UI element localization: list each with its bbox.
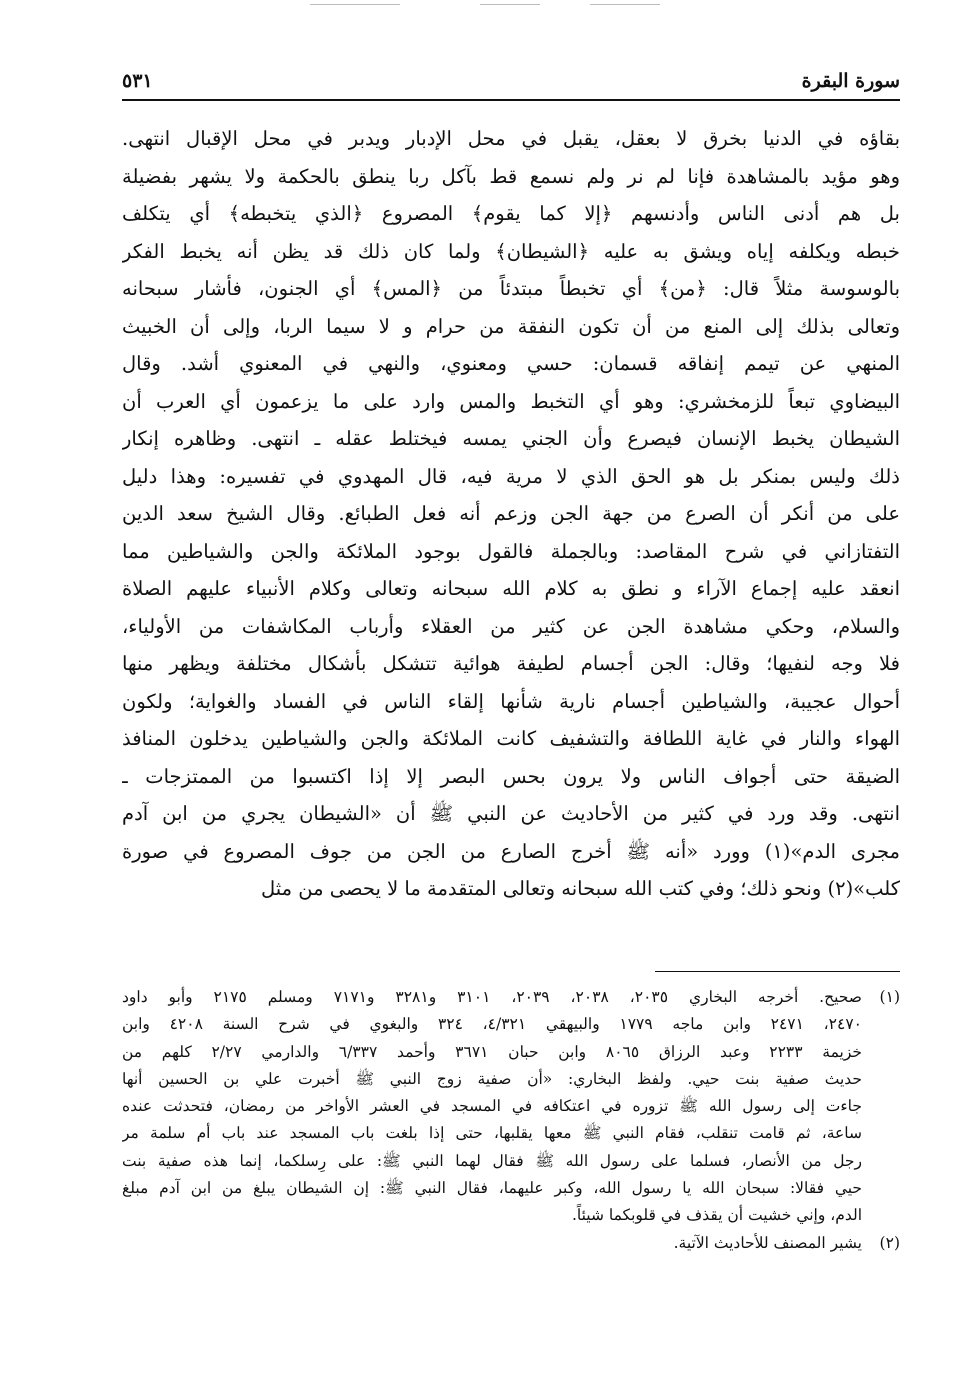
text-line: كلب»(٢) ونحو ذلك؛ وفي كتب الله سبحانه وتعالى المتقدمة ما لا يحصى من مثل [260, 877, 900, 900]
text-line: مجرى الدم»(١) وورد «أنه ﷺ أخرج الصارع من الجن من جوف المصروع في صورة [122, 839, 900, 863]
text-line: التفتازاني في شرح المقاصد: وبالجملة فالقول بوجود الملائكة والجن والشياطين مما [122, 539, 900, 563]
text-line: بالوسوسة مثلاً قال: ﴿من﴾ أي تخبطاً مبتدئاً من ﴿المس﴾ أي الجنون، فأشار سبحانه [122, 277, 900, 300]
top-border-rules [0, 4, 965, 8]
text-line: بل هم أدنى الناس وأدنسهم ﴿إلا كما يقوم﴾ المصروع ﴿الذي يتخبطه﴾ أي يتكلف [122, 202, 900, 225]
footnote-separator [655, 971, 900, 972]
footnote [122, 984, 900, 1230]
main-text [122, 120, 900, 908]
footnote-line: ٢٤٧٠، ٢٤٧١ وابن ماجه ١٧٧٩ والبيهقي ٤/٣٢١، ٣٢٤ والبغوي في شرح السنة ٤٢٠٨ وابن [122, 1015, 862, 1034]
footnote-line: حديث صفية بنت حيي. ولفظ البخاري: «أن صفية زوج النبي ﷺ أخبرت علي بن الحسين أنها [122, 1069, 862, 1088]
footnote-line: صحيح. أخرجه البخاري ٢٠٣٥، ٢٠٣٨، ٢٠٣٩، ٣١٠١ و٣٢٨١ و٧١٧١ ومسلم ٢١٧٥ وأبو داود [122, 988, 862, 1006]
text-line: وهو مؤيد بالمشاهدة فإنا لم نر ولم نسمع قط بآكل ربا ينطق بالحكمة ولا يشهر بفضيلة [122, 164, 900, 188]
text-line: انعقد عليه إجماع الآراء و نطق به كلام الله سبحانه وتعالى وكلام الأنبياء عليهم الصلاة [122, 577, 900, 600]
page-number: ٥٣١ [122, 70, 153, 92]
footnote-line: حيي فقالا: سبحان الله يا رسول الله، وكبر عليهما، فقال النبي ﷺ: إن الشيطان يبلغ من ابن آدم مبلغ [122, 1179, 862, 1198]
footnote [122, 1230, 900, 1257]
footnote-line: رجل من الأنصار، فسلما على رسول الله ﷺ فقال لهما النبي ﷺ: على رِسلكما، إنما هذه صفية بنت [122, 1151, 862, 1170]
footnote-line: يشير المصنف للأحاديث الآتية. [673, 1233, 862, 1252]
text-line: والسلام، وحكي مشاهدة الجن عن كثير من العقلاء وأرباب المكاشفات من الأولياء، [122, 614, 900, 638]
text-line: فلا وجه لنفيها؛ وقال: الجن أجسام لطيفة هوائية تتشكل بأشكال مختلفة ويظهر منها [122, 652, 900, 675]
footnote-line: ساعة، ثم قامت تنقلب، فقام النبي ﷺ معها يقلبها، حتى إذا بلغت باب المسجد عند باب أم سلمة مر [122, 1124, 862, 1143]
footnote-line: جاءت إلى رسول الله ﷺ تزوره في اعتكافه في المسجد في العشر الأواخر من رمضان، فتحدثت عنده [122, 1097, 862, 1116]
text-line: الضيقة حتى أجواف الناس ولا يرون بحس البصر إلا إذا اكتسبوا من الممتزجات ـ [122, 764, 900, 788]
header-rule [122, 99, 900, 101]
text-line: خبطه ويكلفه إياه ويشق به عليه ﴿الشيطان﴾ ولما كان ذلك قد يظن أنه يخبط الفكر [122, 239, 900, 263]
footnote-line: خزيمة ٢٢٣٣ وعبد الرزاق ٨٠٦٥ وابن حبان ٣٦٧١ وأحمد ٦/٣٣٧ والدارمي ٢/٢٧ كلهم من [122, 1042, 862, 1061]
text-line: انتهى. وقد ورد في كثير من الأحاديث عن النبي ﷺ أن «الشيطان يجري من ابن آدم [122, 802, 900, 825]
text-line: أحوال عجيبة، والشياطين أجسام نارية شأنها إلقاء الناس في الفساد والغواية؛ ولكون [122, 689, 900, 713]
text-line: الهواء والنار في غاية اللطافة والتشفيف كانت الملائكة والجن والشياطين يدخلون المنافذ [122, 727, 900, 750]
page-header [122, 70, 900, 100]
surah-title: سورة البقرة [801, 70, 900, 92]
footnotes [122, 984, 900, 1257]
text-line: الشيطان يخبط الإنسان فيصرع وأن الجني يمسه فيختلط عقله ـ انتهى. وظاهره إنكار [122, 427, 900, 450]
footnote-number: (١) [879, 988, 900, 1006]
footnote-number: (٢) [879, 1233, 900, 1252]
text-line: البيضاوي تبعاً للزمخشري: وهو أي التخبط والمس وارد على ما يزعمون أي العرب أن [122, 389, 900, 413]
text-line: المنهي عن تيمم إنفاقه قسمان: حسي ومعنوي، والنهي في المعنوي أشد. وقال [122, 352, 900, 375]
text-line: على من أنكر أن الصرع من جهة الجن وزعم أنه فعل الطبائع. وقال الشيخ سعد الدين [122, 502, 900, 525]
footnote-line: الدم، وإني خشيت أن يقذف في قلوبكما شيئاً. [571, 1206, 862, 1225]
text-line: وتعالى بذلك إلى المنع من أن تكون النفقة من حرام و لا سيما الربا، وإلى أن الخبيث [122, 314, 900, 338]
text-line: بقاؤه في الدنيا بخرق لا بعقل، يقبل في محل الإدبار ويدبر في محل الإقبال انتهى. [122, 127, 900, 150]
text-line: ذلك وليس بمنكر بل هو الحق الذي لا مرية فيه، قال المهدوي في تفسيره: وهذا دليل [122, 464, 900, 488]
